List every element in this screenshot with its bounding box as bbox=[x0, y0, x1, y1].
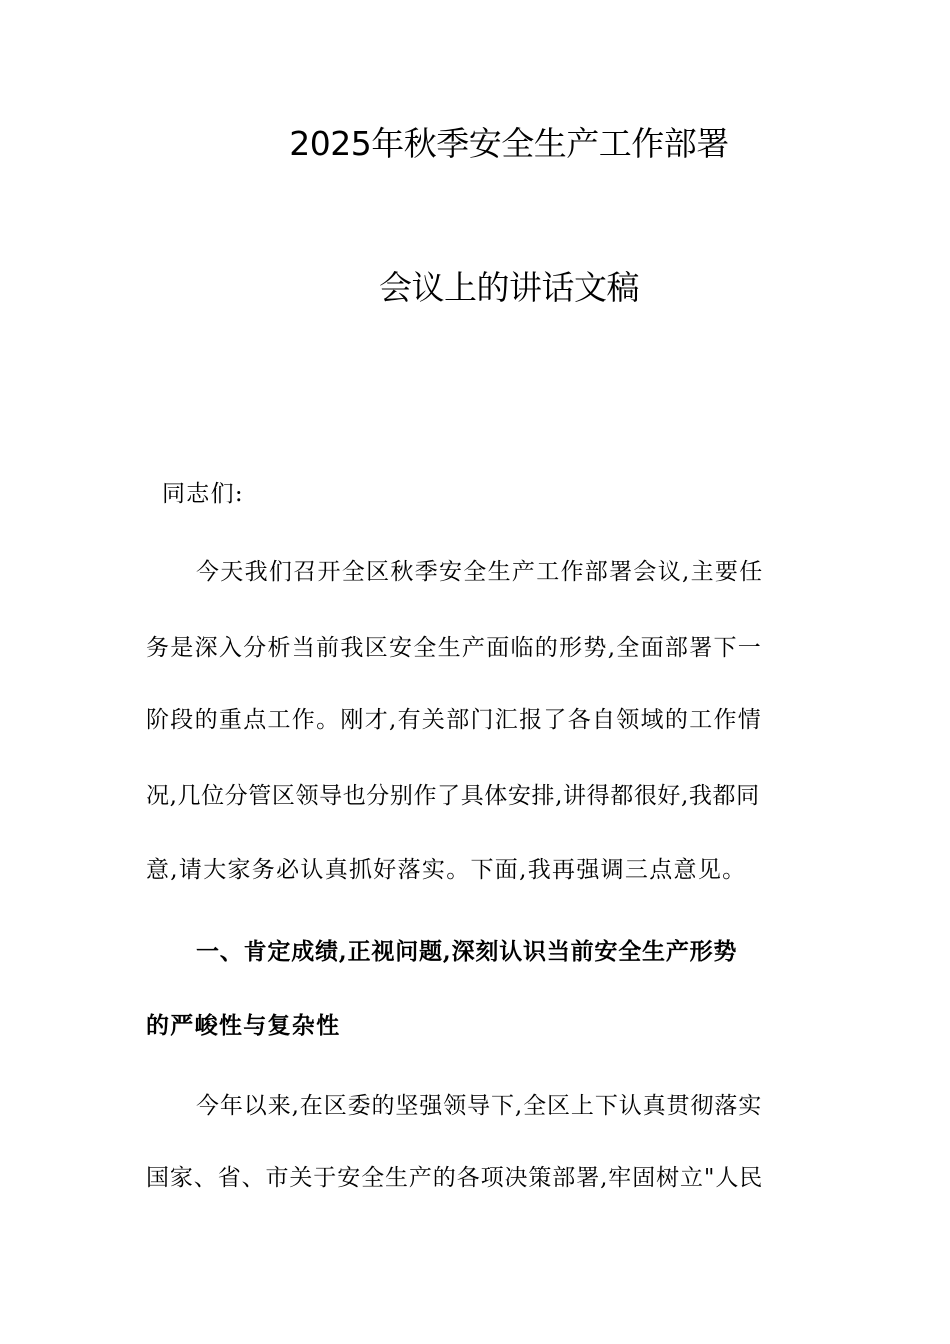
salutation: 同志们: bbox=[162, 481, 244, 507]
document-title-line-1: 2025年秋季安全生产工作部署 bbox=[289, 124, 729, 163]
paragraph-1-line-4: 况,几位分管区领导也分别作了具体安排,讲得都很好,我都同 bbox=[146, 783, 760, 809]
paragraph-1-line-1: 今天我们召开全区秋季安全生产工作部署会议,主要任 bbox=[196, 559, 764, 585]
paragraph-2-line-1: 今年以来,在区委的坚强领导下,全区上下认真贯彻落实 bbox=[196, 1093, 763, 1119]
section-heading-1-line-1: 一、肯定成绩,正视问题,深刻认识当前安全生产形势 bbox=[196, 938, 738, 965]
paragraph-2-line-2: 国家、省、市关于安全生产的各项决策部署,牢固树立"人民 bbox=[146, 1165, 764, 1191]
document-title-line-2: 会议上的讲话文稿 bbox=[379, 268, 639, 307]
paragraph-1-line-5: 意,请大家务必认真抓好落实。下面,我再强调三点意见。 bbox=[146, 857, 747, 883]
paragraph-1-line-2: 务是深入分析当前我区安全生产面临的形势,全面部署下一 bbox=[146, 635, 763, 661]
paragraph-1-line-3: 阶段的重点工作。刚才,有关部门汇报了各自领域的工作情 bbox=[146, 707, 763, 733]
section-heading-1-line-2: 的严峻性与复杂性 bbox=[146, 1012, 341, 1039]
